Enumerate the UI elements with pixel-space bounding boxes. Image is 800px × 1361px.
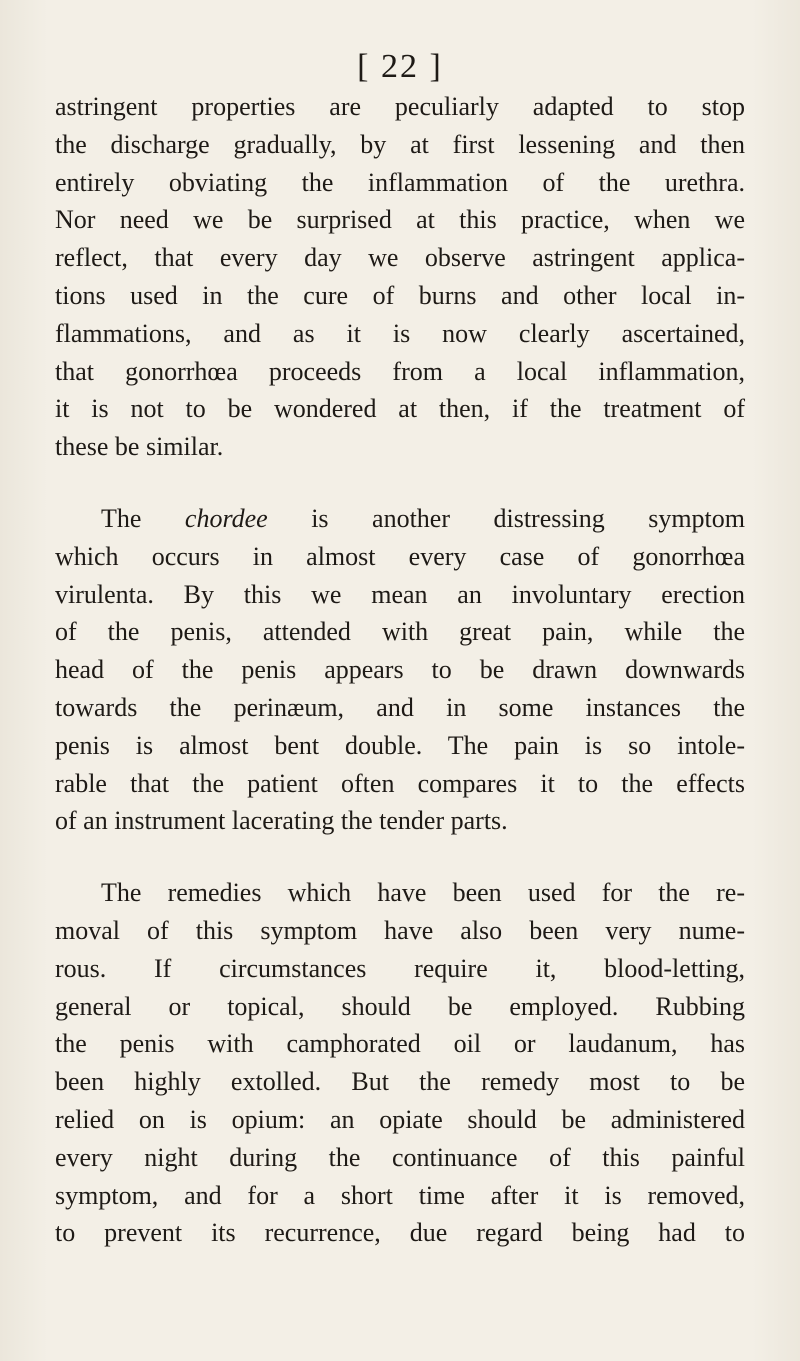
text-line: been highly extolled. But the remedy most to be: [55, 1067, 745, 1097]
paragraph-chordee: [55, 500, 745, 840]
paragraph-astringent: [55, 88, 745, 466]
text-line: penis is almost bent double. The pain is so intole-: [55, 730, 745, 760]
text-line: general or topical, should be employed. Rubbing: [55, 991, 745, 1021]
text-line: entirely obviating the inflammation of the urethra.: [55, 167, 745, 197]
text-line: which occurs in almost every case of gonorrhœa: [55, 541, 745, 571]
text-line: relied on is opium: an opiate should be administered: [55, 1104, 745, 1134]
text-segment: is another distressing symptom: [267, 503, 745, 533]
text-line: towards the perinæum, and in some instances the: [55, 692, 745, 722]
text-line-first: The remedies which have been used for the re-: [101, 878, 745, 908]
text-line: rable that the patient often compares it to the effects: [55, 768, 745, 798]
text-line: reflect, that every day we observe astringent applica-: [55, 243, 745, 273]
text-line: flammations, and as it is now clearly ascertained,: [55, 318, 745, 348]
text-line: symptom, and for a short time after it is removed,: [55, 1180, 745, 1210]
text-line: virulenta. By this we mean an involuntary erection: [55, 579, 745, 609]
text-line: these be similar.: [55, 432, 224, 462]
text-line: the penis with camphorated oil or laudanum, has: [55, 1029, 745, 1059]
text-line: rous. If circumstances require it, blood-letting,: [55, 953, 745, 983]
text-line: moval of this symptom have also been very nume-: [55, 915, 745, 945]
text-line: of the penis, attended with great pain, while the: [55, 617, 745, 647]
text-line: it is not to be wondered at then, if the treatment of: [55, 394, 745, 424]
text-line-first: [55, 500, 745, 538]
text-line: the discharge gradually, by at first lessening and then: [55, 129, 745, 159]
text-line: of an instrument lacerating the tender parts.: [55, 806, 508, 836]
text-line: tions used in the cure of burns and other local in-: [55, 280, 745, 310]
text-line: that gonorrhœa proceeds from a local inflammation,: [55, 356, 745, 386]
body-text: [55, 88, 745, 1252]
text-line: every night during the continuance of this painful: [55, 1142, 745, 1172]
page-number: [ 22 ]: [357, 48, 443, 85]
paragraph-remedies: [55, 874, 745, 1252]
italic-term-chordee: chordee: [184, 503, 268, 533]
text-line: head of the penis appears to be drawn downwards: [55, 655, 745, 685]
text-segment: The: [101, 503, 185, 533]
text-line: Nor need we be surprised at this practice, when we: [55, 205, 745, 235]
text-line: astringent properties are peculiarly adapted to stop: [55, 92, 745, 121]
text-line: to prevent its recurrence, due regard being had to: [55, 1218, 745, 1248]
